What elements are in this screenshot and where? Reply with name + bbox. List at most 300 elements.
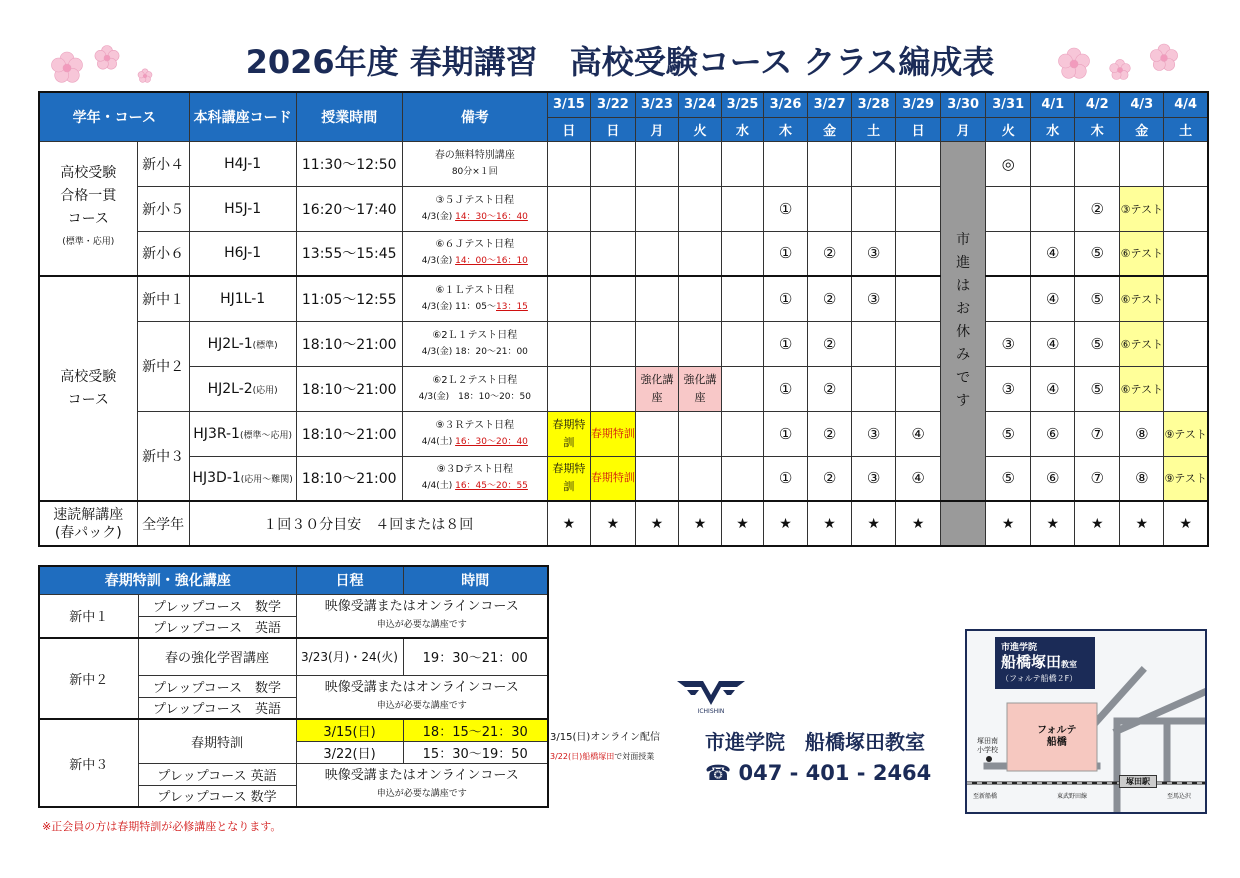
schedule-cell: ② [808,456,852,501]
schedule-cell [722,411,764,456]
prep-course-english: プレップコース 英語 [138,763,296,785]
tokkun-time-1: 18：15～21：30 [403,719,548,741]
course-level: (標準) [252,340,278,351]
map-school-line: 小学校 [977,746,998,754]
schedule-cell [547,231,590,276]
schedule-cell: ⑥ [1031,411,1075,456]
map-school-line: 塚田南 [977,737,998,745]
schedule-cell [852,366,896,411]
schedule-cell [590,186,635,231]
star-cell: ★ [678,501,721,546]
remarks-cell [402,186,547,231]
schedule-cell [852,141,896,186]
schedule-cell [896,141,941,186]
tokkun-course: 春期特訓 [138,719,296,763]
weekday-header: 木 [1075,117,1120,141]
strengthening-course-cell: 強化講座 [635,366,678,411]
schedule-cell [1075,141,1120,186]
logo-text: ICHISHIN [697,708,725,715]
course-level: (応用) [252,385,278,396]
schedule-cell [678,276,721,321]
schedule-cell [1031,141,1075,186]
schedule-cell [986,186,1031,231]
schedule-cell [678,231,721,276]
remarks-cell [402,366,547,411]
schedule-cell: ⑤ [1075,366,1120,411]
course-group-juken [39,276,137,501]
weekday-header: 木 [764,117,808,141]
class-time-cell: 18:10～21:00 [296,456,402,501]
schedule-cell [896,231,941,276]
schedule-cell [678,186,721,231]
schedule-cell: ⑦ [1075,411,1120,456]
remarks-line [403,299,547,315]
header-row-dates [39,92,1208,117]
schedule-cell: ② [808,411,852,456]
schedule-cell [722,366,764,411]
class-time-cell: 18:10～21:00 [296,321,402,366]
map-building [1037,725,1077,749]
remarks-line: ⑨３Ｒテスト日程 [435,419,515,431]
closed-char: 進 [956,254,971,271]
course-level: (応用～難関) [240,475,293,486]
remarks-date: 4/3(金) [421,211,456,222]
test-day-cell: ⑥テスト [1120,366,1164,411]
schedule-cell [896,366,941,411]
speed-reading-label [39,501,137,546]
inperson-note [550,751,654,762]
map-dir-right: 至馬込沢 [1167,793,1192,800]
date-header: 4/4 [1164,92,1208,117]
tokkun-time-2: 15：30～19：50 [403,741,548,763]
remarks-line: 80分×１回 [451,166,498,177]
remarks-line: 4/3(金) 18：10～20：50 [418,391,531,402]
remarks-cell [402,456,547,501]
remarks-line: ⑥６Ｊテスト日程 [435,239,515,251]
schedule-cell [986,231,1031,276]
schedule-cell [852,321,896,366]
remarks-line [403,434,547,450]
date-header: 3/29 [896,92,941,117]
closed-char: お [956,300,971,317]
inperson-note-red: 3/22(日)船橋塚田 [550,752,615,761]
schedule-cell [678,411,721,456]
schedule-cell: ⑤ [1075,276,1120,321]
schedule-cell: ③ [852,456,896,501]
date-header: 3/15 [547,92,590,117]
schedule-cell [1120,141,1164,186]
weekday-header: 金 [808,117,852,141]
schedule-cell: ④ [1031,366,1075,411]
course-code: H6J-1 [224,245,262,262]
schedule-cell [678,321,721,366]
schedule-cell: ④ [896,411,941,456]
star-cell: ★ [1031,501,1075,546]
schedule-cell: ① [764,456,808,501]
schedule-cell [1164,141,1208,186]
map-brand: 市進学院 [1001,643,1038,653]
schedule-cell [722,141,764,186]
date-header: 3/27 [808,92,852,117]
speed-reading-sub: (春パック) [54,524,122,541]
schedule-cell: ③ [986,321,1031,366]
schedule-cell [590,141,635,186]
schedule-cell: ⑤ [986,411,1031,456]
schedule-cell [1031,186,1075,231]
date-header: 3/24 [678,92,721,117]
prep-course-english: プレップコース 英語 [138,616,296,638]
schedule-cell: ① [764,366,808,411]
schedule-cell [547,141,590,186]
map-building-line: フォルテ [1037,725,1077,736]
schedule-cell [722,321,764,366]
schedule-cell: ① [764,231,808,276]
online-note: 3/15(日)オンライン配信 [550,732,660,743]
video-course-text: 映像受講またはオンラインコース [324,767,519,783]
schedule-cell [678,141,721,186]
grade-cell: 新小５ [137,186,189,231]
remarks-cell [402,231,547,276]
table-row [39,456,1208,501]
schedule-cell: ⑤ [1075,231,1120,276]
schedule-cell [722,231,764,276]
special-training-cell: 春期特訓 [547,411,590,456]
schedule-cell [896,186,941,231]
schedule-cell [635,321,678,366]
schedule-cell [635,276,678,321]
course-code-cell [189,411,296,456]
spring-special-table [38,565,549,808]
schedule-cell: ⑤ [986,456,1031,501]
phone-number[interactable]: 047 - 401 - 2464 [738,761,932,785]
schedule-cell [547,276,590,321]
course-group-line: 合格一貫 [60,188,117,205]
schedule-cell: ⑦ [1075,456,1120,501]
date-header: 3/30 [941,92,986,117]
weekday-header: 土 [852,117,896,141]
class-schedule-table [38,91,1209,547]
remarks-line [403,209,547,225]
tokkun-date-2: 3/22(日) [296,741,403,763]
test-day-cell: ⑥テスト [1120,276,1164,321]
test-day-cell: ⑥テスト [1120,321,1164,366]
closed-char: み [956,346,971,363]
ichishin-logo [675,677,747,715]
test-day-cell: ⑥テスト [1120,231,1164,276]
schedule-cell [547,186,590,231]
weekday-header: 日 [590,117,635,141]
star-cell: ★ [1164,501,1208,546]
table-row [39,141,1208,186]
course-code-cell [189,321,296,366]
class-time-cell: 13:55～15:45 [296,231,402,276]
apply-note: 申込が必要な講座です [376,700,467,711]
class-time-cell: 18:10～21:00 [296,411,402,456]
prep-course-math: プレップコース 数学 [138,785,296,807]
schedule-cell [635,456,678,501]
date-header: 3/25 [722,92,764,117]
schedule-cell [764,141,808,186]
kyoka-time: 19：30～21：00 [403,638,548,675]
course-code-cell [189,366,296,411]
star-cell: ★ [1075,501,1120,546]
course-code-cell [189,141,296,186]
closed-char: 市 [956,231,971,248]
schedule-cell [722,276,764,321]
test-time-red: 13：15 [496,301,528,312]
special-training-cell: 春期特訓 [547,456,590,501]
remarks-date: 4/4(土) [421,436,456,447]
remarks-line: ⑥2Ｌ１テスト日程 [432,329,518,341]
schedule-cell [547,321,590,366]
access-map [965,629,1207,814]
schedule-cell: ◎ [986,141,1031,186]
schedule-cell: ④ [896,456,941,501]
date-header: 4/2 [1075,92,1120,117]
schedule-cell: ② [808,231,852,276]
schedule-cell [896,276,941,321]
schedule-cell [852,186,896,231]
video-course-text: 映像受講またはオンラインコース [324,598,519,614]
class-time-cell: 16:20～17:40 [296,186,402,231]
star-cell: ★ [986,501,1031,546]
apply-note: 申込が必要な講座です [376,619,467,630]
course-group-line: コース [67,391,109,408]
table-row [39,366,1208,411]
star-cell: ★ [547,501,590,546]
remarks-cell [402,321,547,366]
schedule-cell [635,141,678,186]
kyoka-course: 春の強化学習講座 [138,638,296,675]
map-campus-suffix: 教室 [1061,660,1078,669]
closed-char: す [956,392,971,409]
weekday-header: 日 [896,117,941,141]
map-line: 東武野田線 [1057,793,1088,800]
remarks-date: 4/3(金) [421,256,456,267]
course-code-cell [189,231,296,276]
weekday-header: 月 [941,117,986,141]
course-code-cell [189,186,296,231]
date-header: 3/31 [986,92,1031,117]
schedule-cell: ② [808,321,852,366]
schedule-cell [635,231,678,276]
closed-day-cell [941,501,986,546]
remarks-line [403,478,547,494]
schedule-cell [590,366,635,411]
strengthening-course-cell: 強化講座 [678,366,721,411]
grade-cell: 新中１ [137,276,189,321]
schedule-cell [590,321,635,366]
remarks-cell [402,276,547,321]
star-cell: ★ [764,501,808,546]
class-time-cell: 11:05～12:55 [296,276,402,321]
star-cell: ★ [896,501,941,546]
weekday-header: 水 [1031,117,1075,141]
remarks-date: 4/3(金) 11：05～ [421,301,496,312]
course-group-note: (標準・応用) [62,237,115,248]
course-code: HJ3D-1 [192,470,241,487]
course-level: (標準～応用) [239,430,292,441]
apply-note: 申込が必要な講座です [376,788,467,799]
special-training-cell: 春期特訓 [590,411,635,456]
schedule-cell: ② [1075,186,1120,231]
video-course-cell [296,675,548,719]
grade-cell: 新中１ [39,594,138,638]
schedule-cell: ① [764,276,808,321]
remarks-line: 春の無料特別講座 [434,149,515,161]
schedule-cell: ⑤ [1075,321,1120,366]
star-cell: ★ [590,501,635,546]
map-campus [1001,651,1077,672]
grade-cell: 新小４ [137,141,189,186]
schedule-cell [678,456,721,501]
time-header: 時間 [403,566,548,594]
phone-icon: ☎ [705,761,732,785]
remarks-header: 備考 [402,92,547,141]
course-code-cell [189,456,296,501]
schedule-cell: ④ [1031,231,1075,276]
closed-day-cell [941,141,986,501]
class-time-header: 授業時間 [296,92,402,141]
test-time-red: 16：30～20：40 [455,436,528,447]
date-header: 4/1 [1031,92,1075,117]
date-header: 3/22 [590,92,635,117]
table-row [39,321,1208,366]
schedule-cell [1164,366,1208,411]
schedule-cell: ⑥ [1031,456,1075,501]
schedule-cell: ⑧ [1120,456,1164,501]
date-header: 4/3 [1120,92,1164,117]
schedule-cell: ③ [852,276,896,321]
remarks-cell [402,411,547,456]
video-course-text: 映像受講またはオンラインコース [324,679,519,695]
schedule-cell [547,366,590,411]
course-code-cell [189,276,296,321]
schedule-cell: ④ [1031,321,1075,366]
map-school [977,737,998,755]
schedule-cell [1164,276,1208,321]
test-day-cell: ⑨テスト [1164,456,1208,501]
course-code: HJ1L-1 [220,290,266,307]
tokkun-date-1: 3/15(日) [296,719,403,741]
prep-course-math: プレップコース 数学 [138,594,296,616]
course-group-line: 高校受験 [60,368,117,385]
test-day-cell: ⑨テスト [1164,411,1208,456]
grade-cell: 新中２ [39,638,138,719]
course-group-line: コース [67,211,109,228]
test-time-red: 16：45～20：55 [455,481,528,492]
schedule-cell [1164,186,1208,231]
schedule-cell: ③ [852,231,896,276]
schedule-cell: ③ [986,366,1031,411]
grade-cell: 新小６ [137,231,189,276]
schedule-cell: ② [808,276,852,321]
remarks-date: 4/4(土) [421,481,456,492]
course-code: HJ2L-1 [207,335,253,352]
star-cell: ★ [808,501,852,546]
course-code-header: 本科講座コード [189,92,296,141]
date-header: 3/28 [852,92,896,117]
schedule-cell [590,276,635,321]
course-code: HJ2L-2 [207,380,253,397]
phone-line[interactable] [705,761,931,785]
schedule-cell [722,186,764,231]
schedule-cell [635,186,678,231]
schedule-cell [808,186,852,231]
weekday-header: 土 [1164,117,1208,141]
class-time-cell: 18:10～21:00 [296,366,402,411]
map-dir-left: 至新船橋 [973,793,998,800]
weekday-header: 日 [547,117,590,141]
special-course-header: 春期特訓・強化講座 [39,566,296,594]
schedule-cell [1164,321,1208,366]
school-name: 市進学院 船橋塚田教室 [705,730,925,754]
speed-reading-title: 速読解講座 [53,506,124,523]
schedule-header: 日程 [296,566,403,594]
table-row [39,231,1208,276]
class-time-cell: 11:30～12:50 [296,141,402,186]
remarks-line: 4/3(金) 18：20～21：00 [421,346,528,357]
course-code: H4J-1 [224,155,262,172]
video-course-cell [296,763,548,807]
test-time-red: 14：00～16：10 [455,256,528,267]
footnote: ※正会員の方は春期特訓が必修講座となります。 [42,820,282,833]
table-row [39,411,1208,456]
speed-reading-desc: １回３０分目安 ４回または８回 [189,501,547,546]
course-group-gokaku [39,141,137,276]
weekday-header: 水 [722,117,764,141]
course-code: HJ3R-1 [193,425,240,442]
grade-course-header: 学年・コース [39,92,189,141]
map-campus-name: 船橋塚田 [1001,653,1062,671]
star-cell: ★ [1120,501,1164,546]
inperson-note-text: で対面授業 [614,752,655,761]
remarks-line [403,253,547,269]
closed-char: 休 [956,323,971,340]
grade-cell: 新中３ [39,719,138,807]
speed-reading-row [39,501,1208,546]
schedule-cell: ① [764,411,808,456]
weekday-header: 月 [635,117,678,141]
speed-reading-grade: 全学年 [137,501,189,546]
weekday-header: 火 [678,117,721,141]
schedule-cell [1164,231,1208,276]
schedule-cell [808,141,852,186]
schedule-cell: ⑧ [1120,411,1164,456]
star-cell: ★ [635,501,678,546]
schedule-cell: ① [764,321,808,366]
weekday-header: 火 [986,117,1031,141]
remarks-line: ⑥2Ｌ２テスト日程 [432,374,518,386]
schedule-cell: ② [808,366,852,411]
closed-char: は [956,277,971,294]
remarks-line: ③５Ｊテスト日程 [435,194,515,206]
table-row [39,186,1208,231]
prep-course-math: プレップコース 数学 [138,675,296,697]
schedule-cell: ③ [852,411,896,456]
table-row [39,276,1208,321]
grade-cell: 新中３ [137,411,189,501]
schedule-cell [722,456,764,501]
test-day-cell: ③テスト [1120,186,1164,231]
prep-course-english: プレップコース 英語 [138,697,296,719]
grade-cell: 新中２ [137,321,189,411]
schedule-cell [896,321,941,366]
date-header: 3/26 [764,92,808,117]
map-building-line: 船橋 [1046,737,1067,748]
date-header: 3/23 [635,92,678,117]
schedule-cell: ① [764,186,808,231]
